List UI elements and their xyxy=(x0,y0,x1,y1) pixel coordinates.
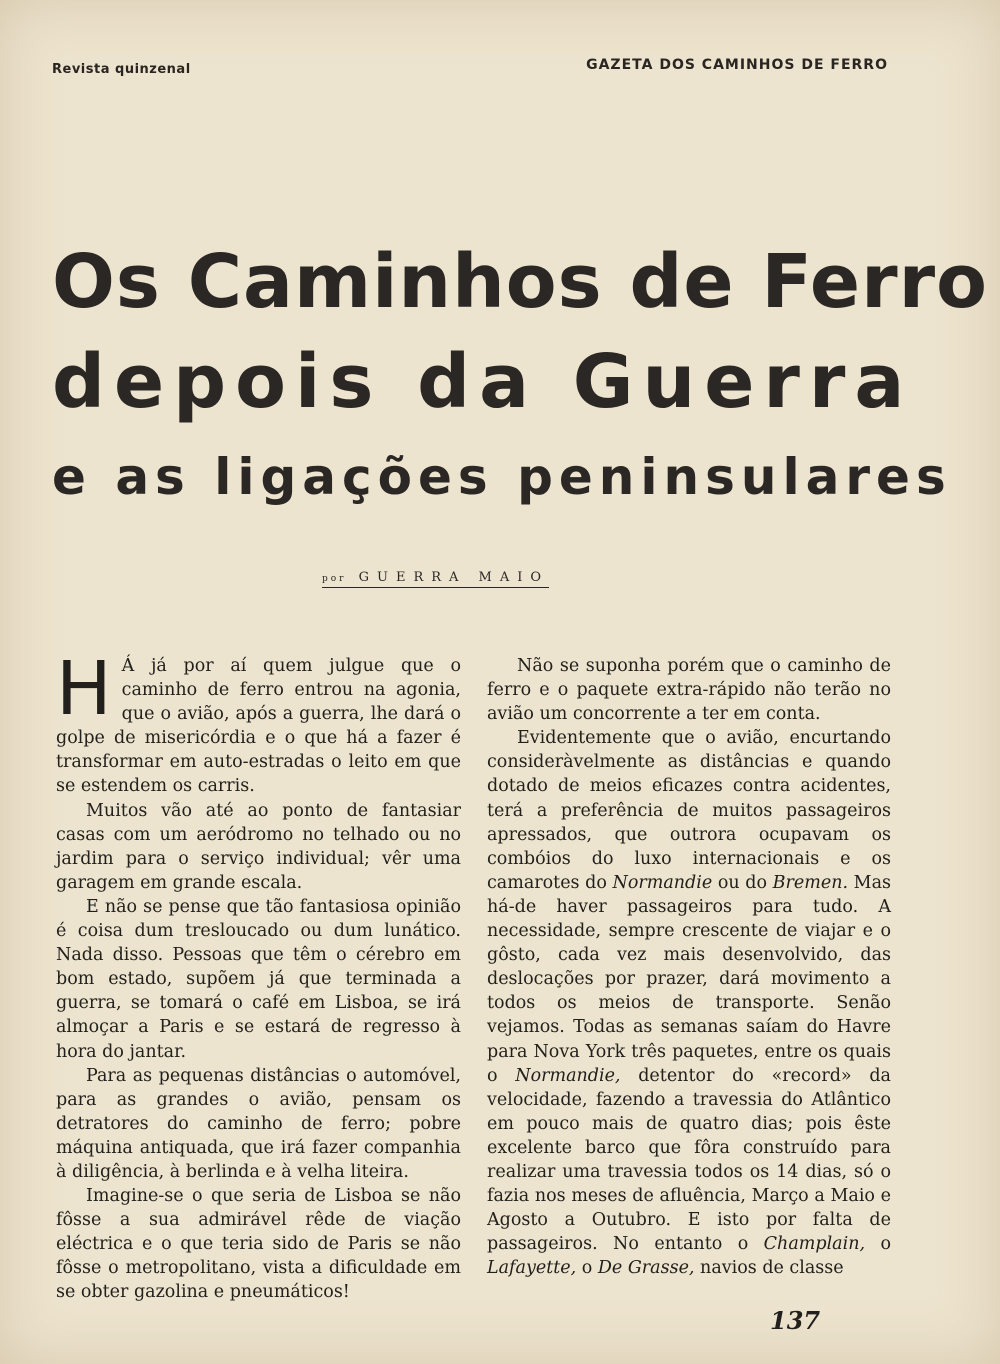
ship-name: De Grasse, xyxy=(597,1258,695,1279)
ship-name: Bremen. xyxy=(772,872,849,893)
text-run: Mas há-de haver passageiros para tudo. A necessidade, sempre crescente de viajar e o gôsto, cada vez mais desenvolvido, das deslocações por prazer, dará movimento a todos os meios de transporte. Senão vejamos. Todas as semanas saíam do Havre para Nova York três paquetes, entre os quais o xyxy=(487,872,891,1086)
paragraph xyxy=(487,726,891,1280)
ship-name: Normandie xyxy=(612,872,713,893)
byline-prefix: por xyxy=(322,574,347,584)
ship-name: Normandie, xyxy=(515,1065,621,1086)
ship-name: Champlain, xyxy=(763,1234,866,1255)
paragraph-text: Á já por aí quem julgue que o caminho de ferro entrou na agonia, que o avião, após a guerra, lhe dará o golpe de misericórdia e o que há a fazer é transformar em auto-estradas o leito em que se estendem os carris. xyxy=(56,656,461,797)
paragraph: Muitos vão até ao ponto de fantasiar casas com um aeródromo no telhado ou no jardim para o serviço individual; vêr uma garagem em grande escala. xyxy=(56,800,461,893)
title-line-2: depois da Guerra xyxy=(52,339,914,425)
article-title xyxy=(52,232,988,512)
page-number: 137 xyxy=(770,1306,821,1335)
text-run: Evidentemente que o avião, encurtando consideràvelmente as distâncias e quando dotado de meios eficazes contra acidentes, terá a preferência de muitos passageiros apressados, que outrora ocupavam os combóios do luxo internacionais e os camarotes do xyxy=(487,728,891,893)
running-header-left: Revista quinzenal xyxy=(52,62,191,77)
right-column xyxy=(487,654,891,1280)
text-run: detentor do «record» da velocidade, fazendo a travessia do Atlântico em pouco mais de quatro dias; pois êste excelente barco que fôra construído para realizar uma travessia todos os 14 dias, só o fazia nos meses de afluência, Março a Maio e Agosto a Outubro. E isto por falta de passageiros. No entanto o xyxy=(487,1065,891,1255)
title-line-1: Os Caminhos de Ferro xyxy=(52,239,988,325)
text-run: o xyxy=(576,1258,598,1279)
ship-name: Lafayette, xyxy=(487,1258,577,1279)
text-run: ou do xyxy=(712,872,773,893)
drop-cap: H xyxy=(56,646,112,732)
paragraph: Para as pequenas distâncias o automóvel, para as grandes o avião, pensam os detratores do caminho de ferro; pobre máquina antiquada, que irá fazer companhia à diligência, à berlinda e à velha liteira. xyxy=(56,1065,461,1182)
text-run: o xyxy=(865,1234,891,1255)
paragraph: Imagine-se o que seria de Lisboa se não fôsse a sua admirável rêde de viação eléctrica e o que teria sido de Paris se não fôsse o metropolitano, vista a dificuldade em se obter gazolina e pneumáticos! xyxy=(56,1186,461,1303)
paragraph xyxy=(56,646,461,799)
byline xyxy=(322,570,549,588)
title-line-3: e as ligações peninsulares xyxy=(52,448,952,506)
paragraph: E não se pense que tão fantasiosa opinião é coisa dum tresloucado ou dum lunático. Nada disso. Pessoas que têm o cérebro em bom estado, supõem já que terminada a guerra, se tomará o café em Lisboa, se irá almoçar a Paris e se estará de regresso à hora do jantar. xyxy=(56,896,461,1062)
text-run: navios de classe xyxy=(694,1258,844,1279)
running-header-right: GAZETA DOS CAMINHOS DE FERRO xyxy=(586,57,888,73)
byline-author: GUERRA MAIO xyxy=(358,570,550,585)
paragraph: Não se suponha porém que o caminho de ferro e o paquete extra-rápido não terão no avião um concorrente a ter em conta. xyxy=(487,656,891,725)
left-column xyxy=(56,646,461,1305)
